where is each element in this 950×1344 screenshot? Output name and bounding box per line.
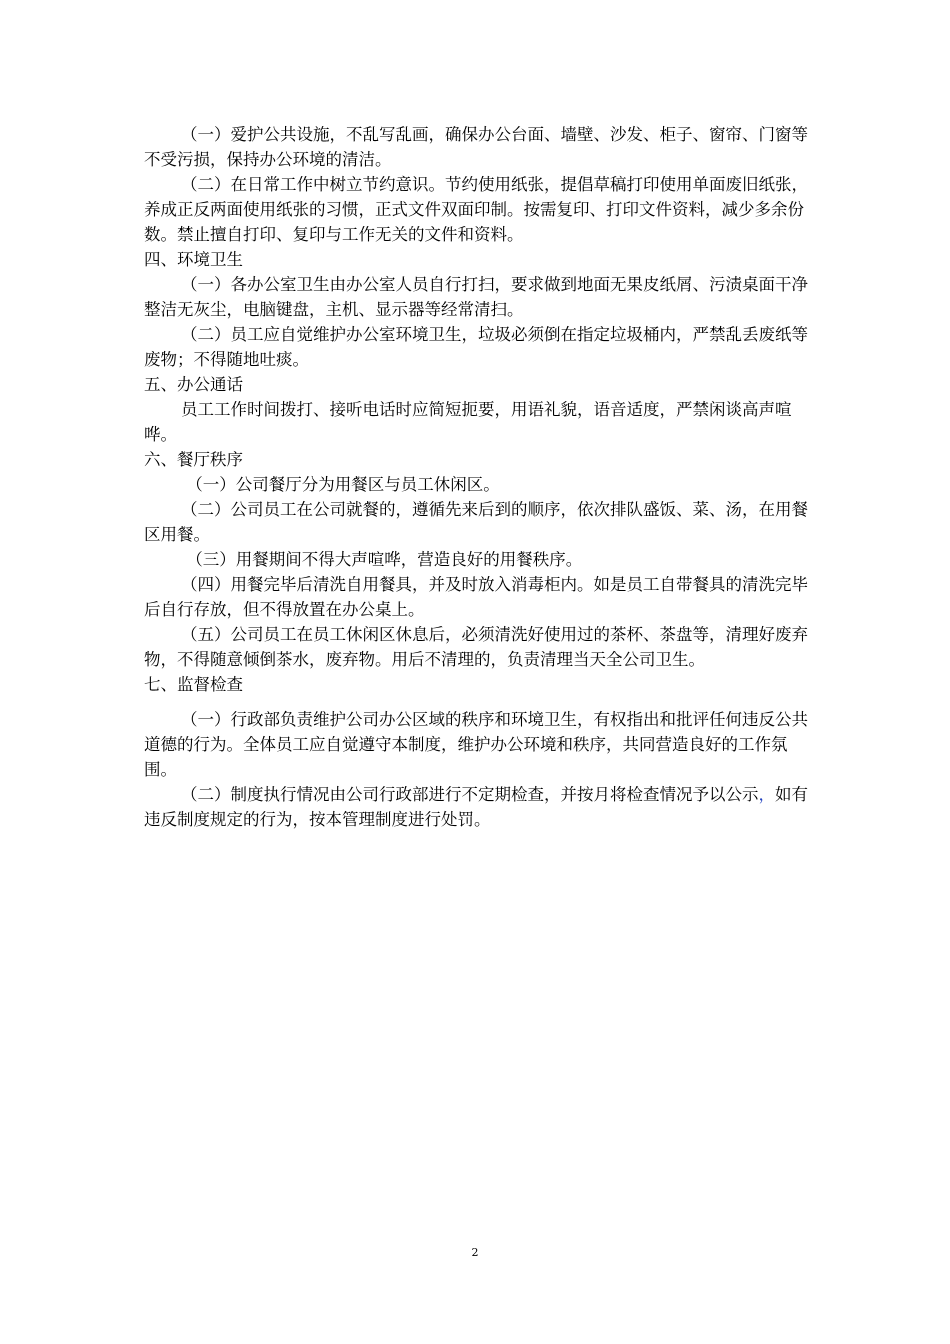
paragraph-7: （二）公司员工在公司就餐的，遵循先来后到的顺序，依次排队盛饭、菜、汤，在用餐区用餐。 xyxy=(144,500,808,544)
paragraph-2: （二）在日常工作中树立节约意识。节约使用纸张，提倡草稿打印使用单面废旧纸张，养成正反两面使用纸张的习惯，正式文件双面印制。按需复印、打印文件资料，减少多余份数。禁止擅自打印、复印与工作无关的文件和资料。 xyxy=(144,175,808,244)
paragraph-spacer xyxy=(144,697,808,707)
paragraph-4: （二）员工应自觉维护办公室环境卫生，垃圾必须倒在指定垃圾桶内，严禁乱丢废纸等废物；不得随地吐痰。 xyxy=(144,325,808,369)
document-body xyxy=(144,122,808,832)
paragraph-12 xyxy=(144,782,808,832)
paragraph-11: （一）行政部负责维护公司办公区域的秩序和环境卫生，有权指出和批评任何违反公共道德的行为。全体员工应自觉遵守本制度，维护办公环境和秩序，共同营造良好的工作氛围。 xyxy=(144,710,808,779)
paragraph-5: 员工工作时间拨打、接听电话时应简短扼要，用语礼貌，语音适度，严禁闲谈高声喧哗。 xyxy=(144,400,792,444)
section-heading-phone: 五、办公通话 xyxy=(144,375,243,394)
paragraph-12-part-1: （二）制度执行情况由公司行政部进行不定期检查，并按月将检查情况予以公示 xyxy=(181,785,759,804)
paragraph-1: （一）爱护公共设施，不乱写乱画，确保办公台面、墙壁、沙发、柜子、窗帘、门窗等不受污损，保持办公环境的清洁。 xyxy=(144,125,808,169)
paragraph-8: （三）用餐期间不得大声喧哗，营造良好的用餐秩序。 xyxy=(181,550,583,569)
paragraph-6: （一）公司餐厅分为用餐区与员工休闲区。 xyxy=(181,475,500,494)
paragraph-12-part-2: 如有违反制度规定的行为，按本管理制度进行处罚。 xyxy=(144,785,808,829)
paragraph-3: （一）各办公室卫生由办公室人员自行打扫，要求做到地面无果皮纸屑、污渍桌面干净整洁无灰尘，电脑键盘，主机、显示器等经常清扫。 xyxy=(144,275,808,319)
section-heading-dining: 六、餐厅秩序 xyxy=(144,450,243,469)
paragraph-12-comma: ， xyxy=(758,785,775,804)
paragraph-10: （五）公司员工在员工休闲区休息后，必须清洗好使用过的茶杯、茶盘等，清理好废弃物，不得随意倾倒茶水，废弃物。用后不清理的，负责清理当天全公司卫生。 xyxy=(144,625,808,669)
page-number: 2 xyxy=(471,1246,479,1259)
paragraph-9: （四）用餐完毕后清洗自用餐具，并及时放入消毒柜内。如是员工自带餐具的清洗完毕后自行存放，但不得放置在办公桌上。 xyxy=(144,575,808,619)
section-heading-supervision: 七、监督检查 xyxy=(144,675,243,694)
section-heading-environment: 四、环境卫生 xyxy=(144,250,243,269)
